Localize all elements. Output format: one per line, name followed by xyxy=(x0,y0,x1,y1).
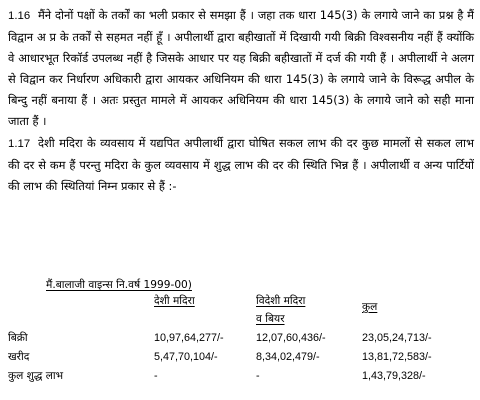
paragraph-text: देशी मदिरा के व्यवसाय में यद्यपित अपीलार्थी द्वारा घोषित सकल लाभ की दर कुछ मामलों से सकल लाभ की दर से कम हैं परन्तु मदिरा के कुल व्यवसाय में शुद्ध लाभ की दर की स्थिति भिन्न हैं । अपीलार्थी व अन्य पार्टियों की लाभ की स्थितियां निम्न प्रकार से हैं :- xyxy=(8,136,474,193)
paragraph-number: 1.16 xyxy=(8,10,31,22)
column-header-videshi: विदेशी मदिरा xyxy=(256,295,306,307)
table-title: मैं.बालाजी वाइन्स नि.वर्ष 1999-00) xyxy=(46,279,192,291)
paragraph-1-17 xyxy=(8,133,474,197)
cell-total: 1,43,79,328/- xyxy=(362,370,426,382)
row-label: खरीद xyxy=(8,351,30,363)
profit-table xyxy=(8,277,474,387)
row-label: कुल शुद्ध लाभ xyxy=(8,370,64,382)
table-title-row xyxy=(8,277,474,293)
cell-videshi: 8,34,02,479/- xyxy=(256,351,320,363)
table-row xyxy=(8,349,474,368)
cell-videshi: - xyxy=(256,370,260,382)
row-label: बिक्री xyxy=(8,332,28,344)
table-header-row xyxy=(8,293,474,311)
cell-desi: 10,97,64,277/- xyxy=(154,332,224,344)
table-row xyxy=(8,330,474,349)
table-row xyxy=(8,368,474,387)
cell-total: 13,81,72,583/- xyxy=(362,351,432,363)
cell-desi: - xyxy=(154,370,158,382)
column-header-desi: देशी मदिरा xyxy=(154,295,195,307)
column-header-videshi-beer: व बियर xyxy=(256,313,285,325)
cell-videshi: 12,07,60,436/- xyxy=(256,332,326,344)
paragraph-number: 1.17 xyxy=(8,138,31,150)
cell-total: 23,05,24,713/- xyxy=(362,332,432,344)
table-header-row-2 xyxy=(8,311,474,330)
cell-desi: 5,47,70,104/- xyxy=(154,351,218,363)
paragraph-1-16 xyxy=(8,5,474,132)
paragraph-text: मैंने दोनों पक्षों के तर्कों का भली प्रकार से समझा हैं । जहा तक धारा 145(3) के लगाये जाने का प्रश्न है मैं विद्वान अ प्र के तर्कों से सहमत नहीं हूँ । अपीलार्थी द्वारा बहीखातों में दिखायी गयी बिक्री विश्वसनीय नहीं हैं क्योंकि वे आधारभूत रिकॉर्ड उपलब्ध नहीं है जिसके आधार पर यह बिक्री बहीखातों में दर्ज की गयी हैं । अपीलार्थी ने अलग से विद्वान कर निर्धारण अधिकारी द्वारा आयकर अधिनियम की धारा 145(3) के लगाये जाने के विरूद्ध अपील के बिन्दु नहीं बनाया हैं । अतः प्रस्तुत मामले में आयकर अधिनियम की धारा 145(3) के लगाये जाने को सही माना जाता हैं । xyxy=(8,8,474,128)
column-header-total: कुल xyxy=(362,301,378,313)
